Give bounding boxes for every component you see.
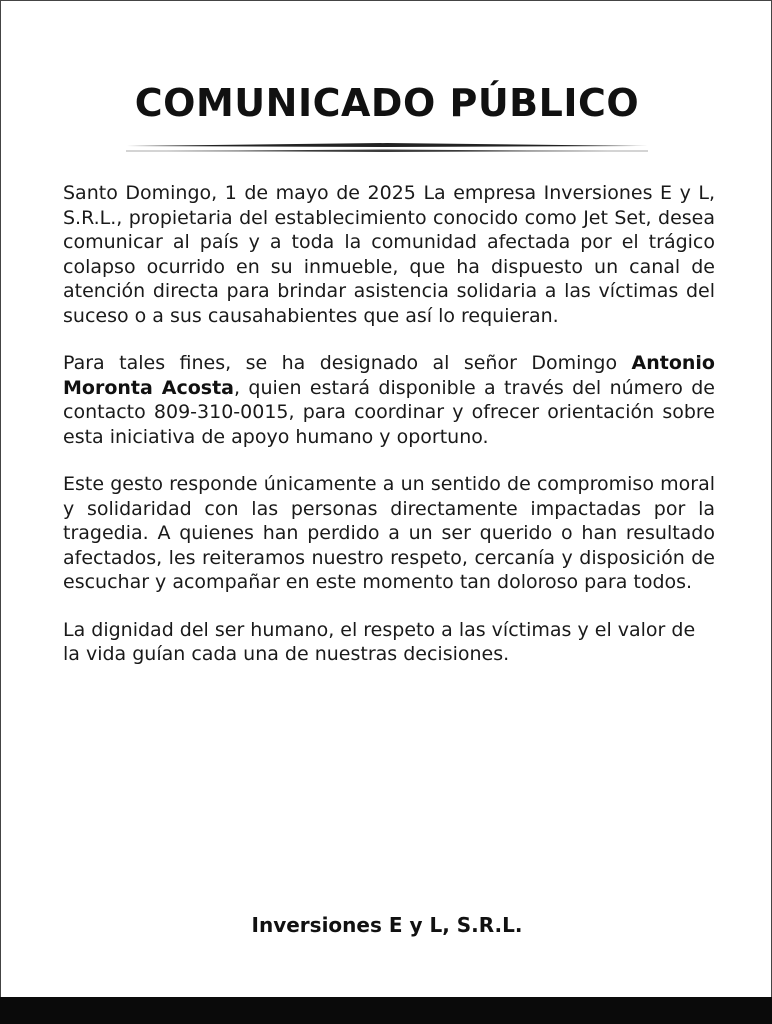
designated-person-name: Antonio Moronta Acosta <box>63 352 715 399</box>
paragraph-1: Santo Domingo, 1 de mayo de 2025 La empresa Inversiones E y L, S.R.L., propietaria del establecimiento conocido como Jet Set, desea comunicar al país y a toda la comunidad afectada por el trágico colapso ocurrido en su inmueble, que ha dispuesto un canal de atención directa para brindar asistencia solidaria a las víctimas del suceso o a sus causahabientes que así lo requieran. <box>63 182 715 327</box>
paragraph-4: La dignidad del ser humano, el respeto a las víctimas y el valor de la vida guían cada una de nuestras decisiones. <box>63 618 696 665</box>
footer-bar <box>0 997 772 1024</box>
document-body <box>63 181 715 690</box>
document-title: COMUNICADO PÚBLICO <box>134 81 640 125</box>
paragraph-3: Este gesto responde únicamente a un sentido de compromiso moral y solidaridad con las personas directamente impactadas por la tragedia. A quienes han perdido a un ser querido o han resultado afectados, les reiteramos nuestro respeto, cercanía y disposición de escuchar y acompañar en este momento tan doloroso para todos. <box>63 473 715 593</box>
title-divider <box>126 139 648 159</box>
paragraph-2-rest: , quien estará disponible a través del número de contacto 809-310-0015, para coordinar y ofrecer orientación sobre esta iniciativa de apoyo humano y oportuno. <box>63 376 715 448</box>
signature: Inversiones E y L, S.R.L. <box>251 913 523 937</box>
paragraph-2 <box>63 351 715 449</box>
paragraph-2-intro: Para tales fines, se ha designado al señor Domingo <box>63 352 632 374</box>
